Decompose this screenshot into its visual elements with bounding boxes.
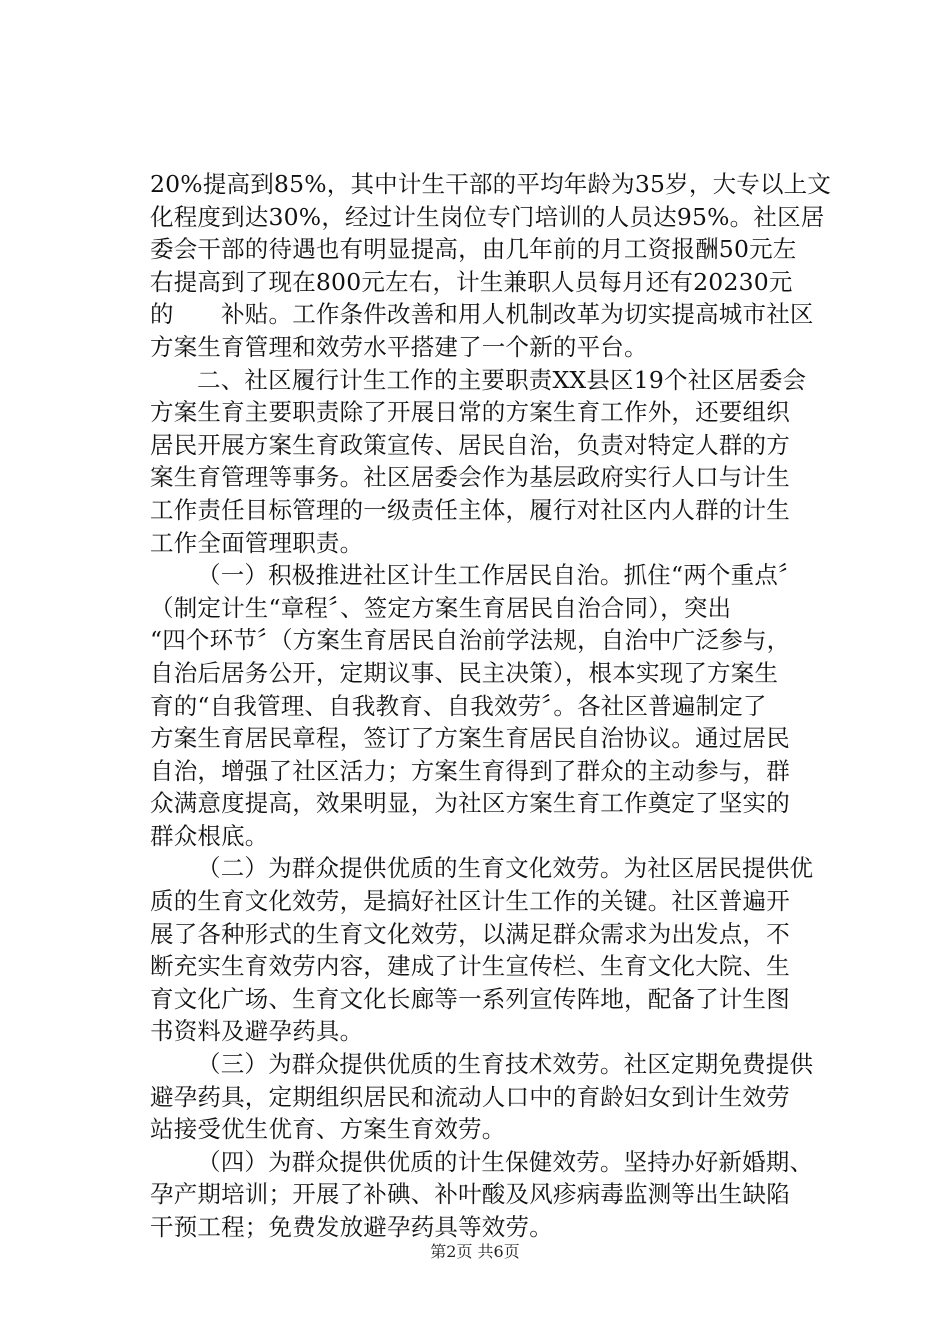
text-line: 孕产期培训；开展了补碘、补叶酸及风疹病毒监测等出生缺陷 — [150, 1180, 790, 1209]
text-line: 化程度到达30%，经过计生岗位专门培训的人员达95%。社区居 — [150, 202, 825, 231]
text-line: （制定计生“章程〞、签定方案生育居民自治合同），突出 — [150, 593, 732, 622]
text-line: 方案生育主要职责除了开展日常的方案生育工作外，还要组织 — [150, 398, 790, 427]
text-line: 方案生育管理和效劳水平搭建了一个新的平台。 — [150, 332, 648, 361]
text-line: 展了各种形式的生育文化效劳，以满足群众需求为出发点，不 — [150, 919, 790, 948]
text-line: 工作全面管理职责。 — [150, 528, 364, 557]
text-line: 自治，增强了社区活力；方案生育得到了群众的主动参与，群 — [150, 756, 790, 785]
text-line: 案生育管理等事务。社区居委会作为基层政府实行人口与计生 — [150, 463, 790, 492]
body-text — [150, 168, 832, 1244]
section-heading-2: 二、社区履行计生工作的主要职责XX县区19个社区居委会 — [197, 365, 807, 394]
text-line: 右提高到了现在800元左右，计生兼职人员每月还有20230元 — [150, 267, 793, 296]
text-line: 群众根底。 — [150, 821, 269, 850]
text-line: 20%提高到85%，其中计生干部的平均年龄为35岁，大专以上文 — [150, 170, 832, 198]
text-line: 站接受优生优育、方案生育效劳。 — [150, 1115, 506, 1144]
text-line: 干预工程；免费发放避孕药具等效劳。 — [150, 1213, 553, 1241]
text-line: 的 补贴。工作条件改善和用人机制改革为切实提高城市社区 — [150, 300, 814, 329]
text-line: 质的生育文化效劳，是搞好社区计生工作的关键。社区普遍开 — [150, 887, 790, 916]
text-line: 断充实生育效劳内容，建成了计生宣传栏、生育文化大院、生 — [150, 952, 790, 981]
text-line: 方案生育居民章程，签订了方案生育居民自治协议。通过居民 — [150, 724, 790, 753]
subsection-1: （一）积极推进社区计生工作居民自治。抓住“两个重点〞 — [197, 561, 802, 590]
text-line: 自治后居务公开，定期议事、民主决策），根本实现了方案生 — [150, 658, 779, 687]
text-line: 书资料及避孕药具。 — [150, 1017, 364, 1046]
page-number-footer: 第2页 共6页 — [430, 1242, 520, 1261]
text-line: 众满意度提高，效果明显，为社区方案生育工作奠定了坚实的 — [150, 789, 790, 818]
text-line: 委会干部的待遇也有明显提高，由几年前的月工资报酬50元左 — [150, 235, 797, 264]
subsection-4: （四）为群众提供优质的计生保健效劳。坚持办好新婚期、 — [197, 1147, 814, 1176]
text-line: 育的“自我管理、自我教育、自我效劳〞。各社区普遍制定了 — [150, 691, 767, 720]
text-line: 育文化广场、生育文化长廊等一系列宣传阵地，配备了计生图 — [150, 984, 790, 1013]
text-line: 居民开展方案生育政策宣传、居民自治，负责对特定人群的方 — [150, 430, 790, 459]
text-line: 避孕药具，定期组织居民和流动人口中的育龄妇女到计生效劳 — [150, 1082, 790, 1111]
text-line: “四个环节〞（方案生育居民自治前学法规，自治中广泛参与， — [150, 626, 791, 655]
text-line: 工作责任目标管理的一级责任主体，履行对社区内人群的计生 — [150, 495, 790, 524]
subsection-3: （三）为群众提供优质的生育技术效劳。社区定期免费提供 — [197, 1050, 814, 1079]
subsection-2: （二）为群众提供优质的生育文化效劳。为社区居民提供优 — [197, 854, 814, 883]
